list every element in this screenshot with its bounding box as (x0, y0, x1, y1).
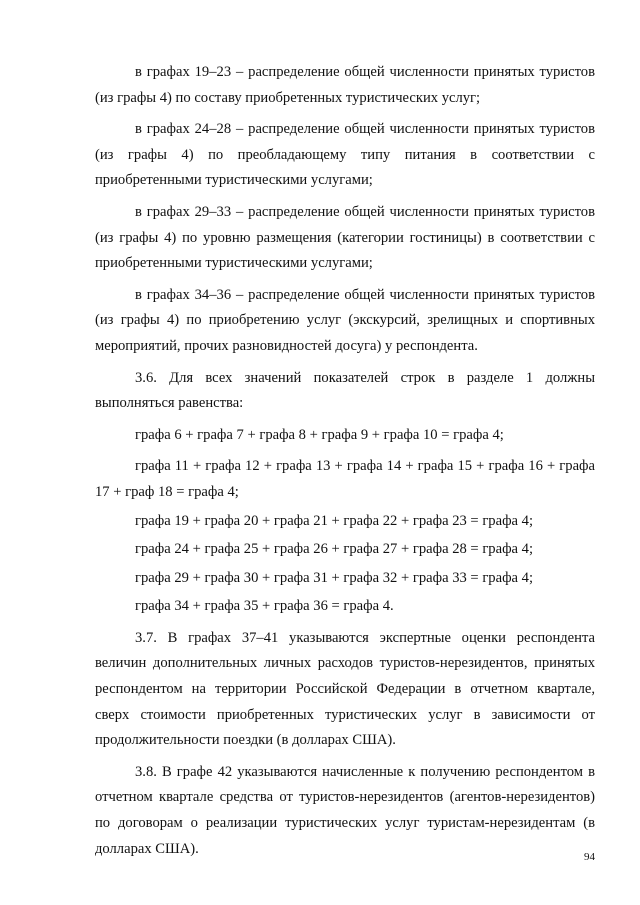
equation-4: графа 24 + графа 25 + графа 26 + графа 27 + графа 28 = графа 4; (135, 541, 534, 558)
equation-6: графа 34 + графа 35 + графа 36 = графа 4. (135, 598, 394, 615)
paragraph-graphs-34-36: в графах 34–36 – распределение общей численности принятых туристов (из графы 4) по приобретению услуг (экскурсий, зрелищных и спортивных мероприятий, прочих разновидностей досуга) у респондента. (95, 286, 595, 354)
page-body (95, 60, 595, 862)
paragraph-graphs-29-33: в графах 29–33 – распределение общей численности принятых туристов (из графы 4) по уровню размещения (категории гостиницы) в соответствии с приобретенными туристическими услугами; (95, 203, 595, 272)
equation-1: графа 6 + графа 7 + графа 8 + графа 9 + графа 10 = графа 4; (135, 426, 504, 443)
equation-5: графа 29 + графа 30 + графа 31 + графа 32 + графа 33 = графа 4; (135, 569, 534, 586)
equation-2: графа 11 + графа 12 + графа 13 + графа 14 + графа 15 + графа 16 + графа 17 + граф 18 = графа 4; (95, 458, 595, 500)
paragraph-graphs-24-28: в графах 24–28 – распределение общей численности принятых туристов (из графы 4) по преобладающему типу питания в соответствии с приобретенными туристическими услугами; (95, 121, 595, 189)
paragraph-section-3-8: 3.8. В графе 42 указываются начисленные к получению респондентом в отчетном квартале средства от туристов-нерезидентов (агентов-нерезидентов) по договорам о реализации туристических услуг туристам-нерезидентам (в долларах США). (95, 763, 595, 857)
page-number: 94 (584, 851, 595, 863)
equation-3: графа 19 + графа 20 + графа 21 + графа 22 + графа 23 = графа 4; (135, 512, 534, 529)
paragraph-section-3-6: 3.6. Для всех значений показателей строк в разделе 1 должны выполняться равенства: (95, 369, 595, 412)
paragraph-graphs-19-23: в графах 19–23 – распределение общей численности принятых туристов (из графы 4) по составу приобретенных туристических услуг; (95, 64, 595, 106)
paragraph-section-3-7: 3.7. В графах 37–41 указываются экспертные оценки респондента величин дополнительных личных расходов туристов-нерезидентов, принятых респондентом на территории Российской Федерации в отчетном квартале, сверх стоимости приобретенных туристических услуг в зависимости от продолжительности поездки (в долларах США). (95, 629, 595, 749)
